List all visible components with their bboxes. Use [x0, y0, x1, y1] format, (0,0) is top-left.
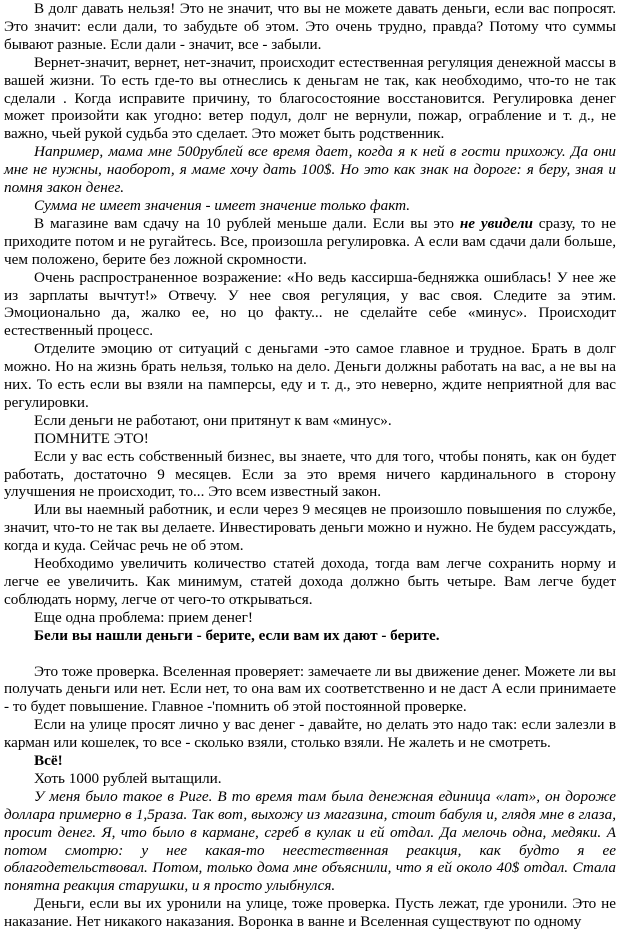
paragraph: В долг давать нельзя! Это не значит, что вы не можете давать деньги, если вас попросят. Это значит: если дали, то забудьте об этом. Это очень трудно, правда? Потому что суммы бывают разные. Если дали - значит, все - забыли. — [4, 0, 616, 53]
italic-paragraph: Например, мама мне 500рублей все время дает, когда я к ней в гости прихожу. Да они мне не нужны, наоборот, я маме хочу дать 100$. Но это как знак на дороге: я беру, зная и помня закон денег. — [4, 143, 616, 197]
document-page — [4, 0, 616, 931]
paragraph: Деньги, если вы их уронили на улице, тоже проверка. Пусть лежат, где уронили. Это не наказание. Нет никакого наказания. Воронка в ванне и Вселенная существуют по одному — [4, 895, 616, 931]
paragraph-text-start: В магазине вам сдачу на 10 рублей меньше дали. Если вы это — [34, 214, 460, 232]
paragraph: Хоть 1000 рублей вытащили. — [34, 769, 222, 787]
paragraph: Еще одна проблема: прием денег! — [34, 608, 253, 626]
paragraph-text-end: сразу, то не приходите потом и не ругайтесь. Все, произошла регулировка. А если вам сдачи дали больше, чем положено, берите без ложной скромности. — [4, 214, 616, 268]
paragraph: Отделите эмоцию от ситуаций с деньгами -это самое главное и трудное. Брать в долг можно. Но на жизнь брать нельзя, только на дело. Деньги должны работать на вас, а не вы на них. То есть если вы взяли на памперсы, еду и т. д., это неверно, ждите неприятной для вас регулировки. — [4, 340, 616, 411]
paragraph: Очень распространенное возражение: «Но ведь кассирша-бедняжка ошиблась! У нее же из зарплаты вычтут!» Отвечу. У нее своя регуляция, у вас своя. Следите за этим. Эмоционально да, жалко ее, но цо факту... не сделайте себе «минус». Происходит естественный процесс. — [4, 268, 616, 340]
emphasis-text: не увидели — [459, 214, 533, 232]
italic-paragraph: Сумма не имеет значения - имеет значение только факт. — [34, 196, 411, 214]
paragraph: ПОМНИТЕ ЭТО! — [34, 429, 149, 447]
bold-paragraph: Всё! — [34, 752, 63, 770]
paragraph — [4, 215, 616, 269]
paragraph: Если деньги не работают, они притянут к вам «минус». — [34, 411, 392, 429]
paragraph: Или вы наемный работник, и если через 9 месяцев не произошло повышения по службе, значит, что-то не так вы делаете. Инвестировать деньги можно и нужно. Не будем рассуждать, когда и куда. Сейчас речь не об этом. — [4, 501, 616, 555]
paragraph: Необходимо увеличить количество статей дохода, тогда вам легче сохранить норму и легче ее увеличить. Как минимум, статей дохода должно быть четыре. Вам легче будет соблюдать норму, легче от чего-то открываться. — [4, 555, 616, 608]
bold-paragraph: Бели вы нашли деньги - берите, если вам их дают - берите. — [34, 626, 440, 644]
italic-paragraph: У меня было такое в Риге. В то время там была денежная единица «лат», он дороже доллара примерно в 1,5раза. Так вот, выхожу из магазина, стоит бабуля и, глядя мне в глаза, просит денег. Я, что было в кармане, сгреб в кулак и ей отдал. Да мелочь одна, медяки. А потом смотрю: у нее какая-то неестественная реакция, как будто я ее облагодетельствовал. Потом, только дома мне объяснили, что я ей около 40$ отдал. Стала понятна реакция старушки, и я просто улыбнулся. — [4, 787, 616, 895]
paragraph: Если на улице просят лично у вас денег - давайте, но делать это надо так: если залезли в карман или кошелек, то все - сколько взяли, столько взяли. Не жалеть и не смотреть. — [4, 716, 616, 752]
paragraph: Это тоже проверка. Вселенная проверяет: замечаете ли вы движение денег. Можете ли вы получать деньги или нет. Если нет, то она вам их соответственно и не даст А если принимаете - то будет повышение. Главное -'помнить об этой постоянной проверке. — [4, 662, 616, 716]
paragraph: Вернет-значит, вернет, нет-значит, происходит естественная регуляция денежной массы в вашей жизни. То есть где-то вы отнеслись к деньгам не так, как необходимо, что-то не так сделали . Когда исправите причину, то благосостояние восстановится. Регулировка денег может произойти как угодно: ветер подул, долг не вернули, пожар, ограбление и т. д., не важно, чьей рукой судьба это сделает. Это может быть родственник. — [4, 53, 616, 143]
paragraph: Если у вас есть собственный бизнес, вы знаете, что для того, чтобы понять, как он будет работать, достаточно 9 месяцев. Если за это время ничего кардинального в сторону улучшения не происходит, то... Это всем известный закон. — [4, 447, 616, 501]
